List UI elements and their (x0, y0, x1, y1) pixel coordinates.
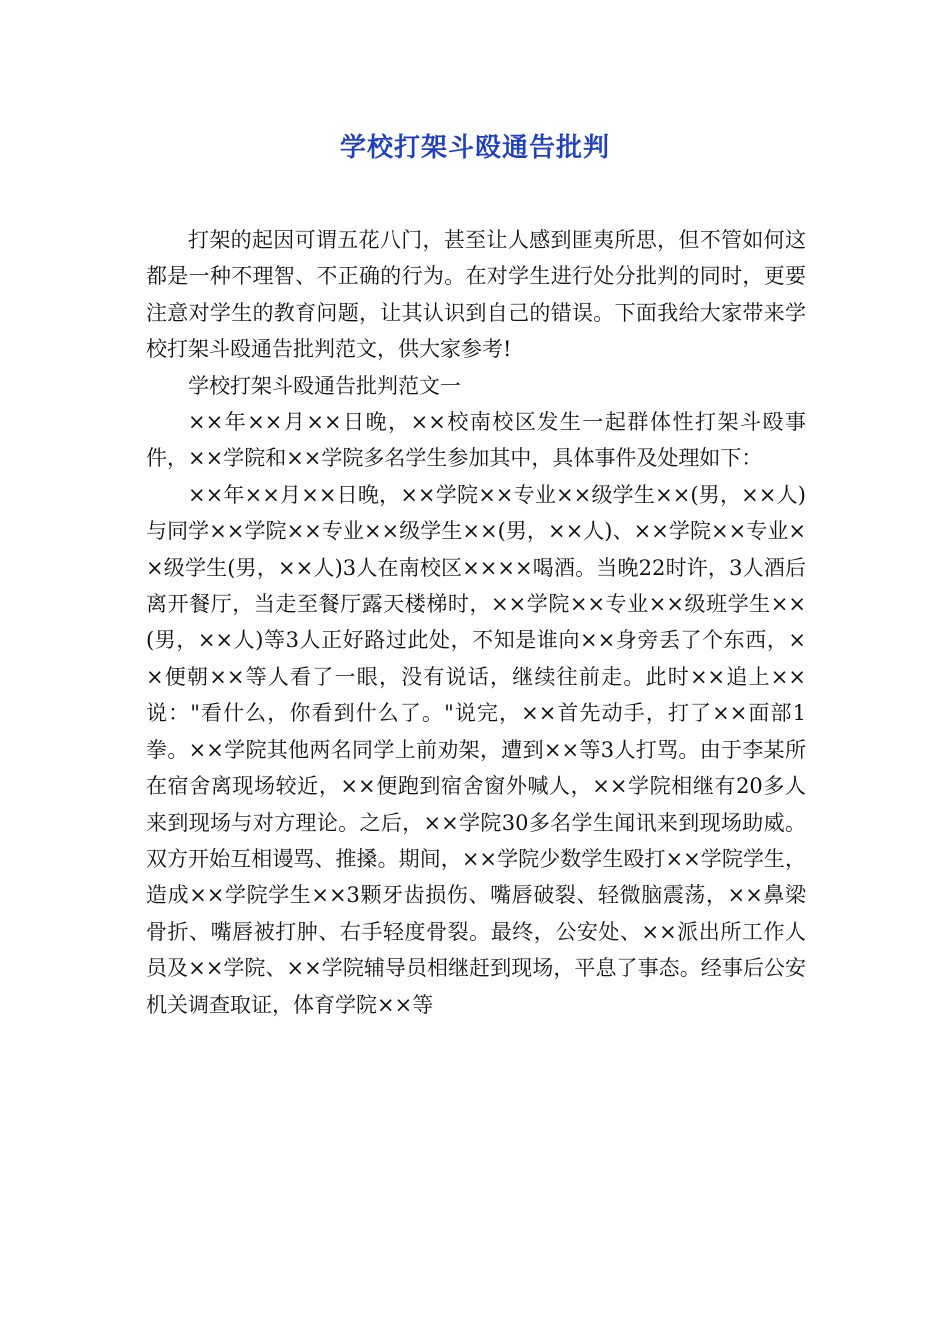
intro-paragraph: 打架的起因可谓五花八门，甚至让人感到匪夷所思，但不管如何这都是一种不理智、不正确的行为。在对学生进行处分批判的同时，更要注意对学生的教育问题，让其认识到自己的错误。下面我给大家带来学校打架斗殴通告批判范文，供大家参考! (146, 228, 806, 362)
event-summary-paragraph: ××年××月××日晚，××校南校区发生一起群体性打架斗殴事件，××学院和××学院多名学生参加其中，具体事件及处理如下： (146, 410, 806, 471)
event-detail-paragraph: ××年××月××日晚，××学院××专业××级学生××(男，××人)与同学××学院××专业××级学生××(男，××人)、××学院××专业××级学生(男，××人)3人在南校区××××喝酒。当晚22时许，3人酒后离开餐厅，当走至餐厅露天楼梯时，××学院××专业××级班学生××(男，××人)等3人正好路过此处，不知是谁向××身旁丢了个东西，××便朝××等人看了一眼，没有说话，继续往前走。此时××追上××说："看什么，你看到什么了。"说完，××首先动手，打了××面部1拳。××学院其他两名同学上前劝架，遭到××等3人打骂。由于李某所在宿舍离现场较近，××便跑到宿舍窗外喊人，××学院相继有20多人来到现场与对方理论。之后，××学院30多名学生闻讯来到现场助威。双方开始互相谩骂、推搡。期间，××学院少数学生殴打××学院学生，造成××学院学生××3颗牙齿损伤、嘴唇破裂、轻微脑震荡，××鼻梁骨折、嘴唇被打肿、右手轻度骨裂。最终，公安处、××派出所工作人员及××学院、××学院辅导员相继赶到现场，平息了事态。经事后公安机关调查取证，体育学院××等 (146, 482, 806, 1017)
section-heading: 学校打架斗殴通告批判范文一 (188, 373, 461, 398)
document-body (146, 222, 806, 1023)
document-title: 学校打架斗殴通告批判 (339, 133, 610, 163)
